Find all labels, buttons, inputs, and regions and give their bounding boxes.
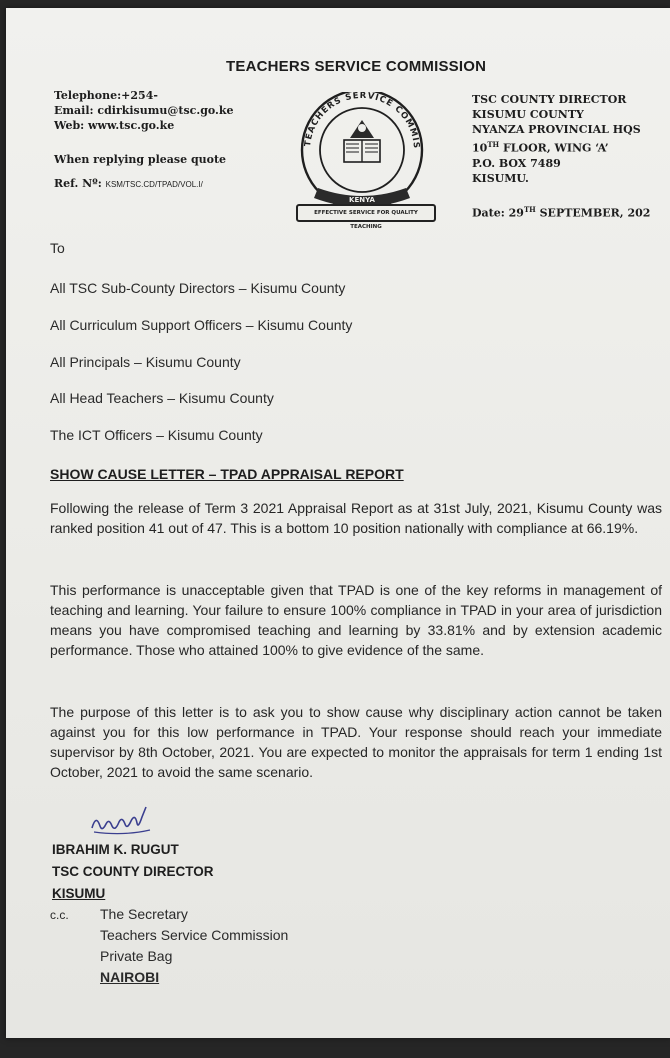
recipient-item: All Head Teachers – Kisumu County: [50, 390, 274, 406]
cc-label: c.c.: [50, 908, 69, 922]
contact-info: [54, 88, 233, 133]
seal-ring-text: TEACHERS SERVICE COMMIS: [303, 92, 422, 150]
letterhead-title: TEACHERS SERVICE COMMISSION: [226, 58, 487, 75]
address-line-2: KISUMU COUNTY: [472, 108, 584, 121]
paragraph-1: Following the release of Term 3 2021 Appraisal Report as at 31st July, 2021, Kisumu County was ranked position 41 out of 47. This is a bottom 10 position nationally with compliance at 66.19%.: [50, 500, 662, 536]
paragraph-3: The purpose of this letter is to ask you to show cause why disciplinary action cannot be taken against you for this low performance in TPAD. Your response should reach your immediate supervisor by 8th October, 2021. You are expected to monitor the appraisals for term 1 ending 1st October, 2021 to avoid the same scenario.: [50, 704, 662, 780]
address-line-4: 10TH FLOOR, WING ‘A’: [472, 140, 609, 155]
tsc-seal-logo: [288, 92, 438, 230]
address-line-6: KISUMU.: [472, 171, 529, 185]
address-line-5: P.O. BOX 7489: [472, 156, 561, 170]
reference-number: [54, 176, 203, 192]
paragraph-2: This performance is unacceptable given that TPAD is one of the key reforms in management of teaching and learning. Your failure to ensure 100% compliance in TPAD in your area of jurisdiction means you have compromised teaching and learning by 33.81% and by extension academic performance. Those who attained 100% to give evidence of the same.: [50, 582, 662, 658]
letter-page: [6, 8, 670, 1038]
handwritten-signature: [88, 806, 168, 845]
cc-line-3: Private Bag: [100, 948, 173, 964]
letter-date: Date: 29TH SEPTEMBER, 202: [472, 205, 651, 220]
recipient-item: All TSC Sub-County Directors – Kisumu County: [50, 280, 346, 296]
recipient-item: The ICT Officers – Kisumu County: [50, 427, 263, 443]
cc-line-1: The Secretary: [100, 906, 188, 922]
signature-icon: [88, 806, 168, 840]
signatory-station: KISUMU: [52, 886, 106, 901]
reply-note: When replying please quote: [54, 153, 227, 166]
telephone: Telephone:+254-: [54, 89, 158, 102]
seal-motto: EFFECTIVE SERVICE FOR QUALITY TEACHING: [314, 210, 418, 230]
address-line-1: TSC COUNTY DIRECTOR: [472, 93, 627, 106]
seal-country: KENYA: [349, 196, 375, 204]
seal-motto-banner: [296, 204, 436, 230]
signatory-name: IBRAHIM K. RUGUT: [52, 842, 179, 857]
letter-subject: SHOW CAUSE LETTER – TPAD APPRAISAL REPORT: [50, 466, 404, 482]
to-label: To: [50, 240, 65, 256]
ref-value: KSM/TSC.CD/TPAD/VOL.I/: [105, 180, 203, 189]
website: Web: www.tsc.go.ke: [54, 119, 175, 132]
office-address: [472, 92, 641, 186]
email: Email: cdirkisumu@tsc.go.ke: [54, 104, 234, 117]
address-line-3: NYANZA PROVINCIAL HQS: [472, 123, 641, 136]
seal-icon: [288, 92, 438, 222]
cc-line-4: NAIROBI: [100, 969, 160, 985]
recipient-item: All Curriculum Support Officers – Kisumu County: [50, 317, 353, 333]
recipient-item: All Principals – Kisumu County: [50, 354, 241, 370]
cc-line-2: Teachers Service Commission: [100, 927, 289, 943]
signatory-position: TSC COUNTY DIRECTOR: [52, 864, 214, 879]
ref-label: Ref. Nº:: [54, 177, 102, 190]
